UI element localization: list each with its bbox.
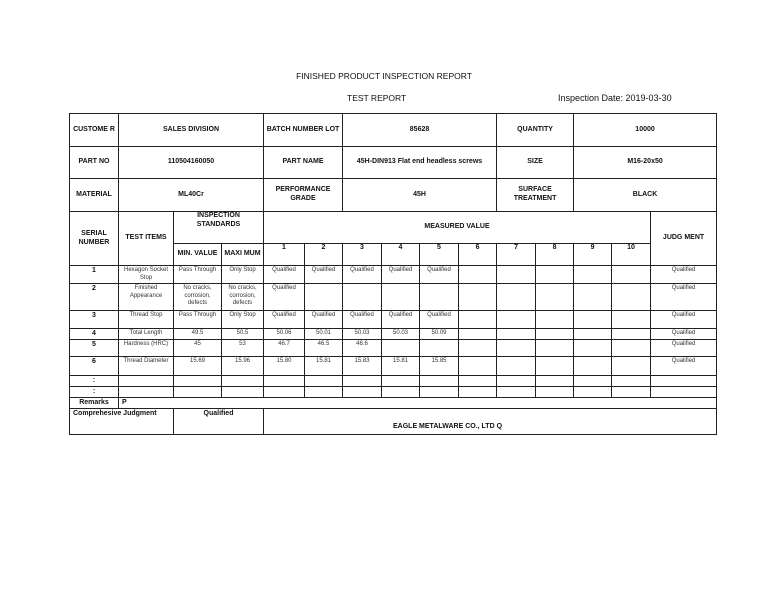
serial-number: 6 — [70, 357, 119, 376]
test-item: Thread Diameter — [119, 357, 174, 376]
measure-number-header: 3 — [343, 244, 382, 266]
info-value: 110504160050 — [119, 147, 264, 179]
measured-value: 46.7 — [264, 340, 305, 357]
measured-value: Qualified — [343, 311, 382, 329]
max-value: No cracks, corrosion, defects — [222, 284, 264, 311]
table-row — [70, 284, 717, 311]
inspection-table — [69, 113, 717, 435]
measured-value-header: MEASURED VALUE — [264, 212, 651, 244]
min-value: Pass Through — [174, 266, 222, 284]
table-row — [70, 266, 717, 284]
max-value: 15.96 — [222, 357, 264, 376]
header-row — [70, 212, 717, 244]
measured-value — [612, 357, 651, 376]
min-value: 49.5 — [174, 329, 222, 340]
info-row — [70, 179, 717, 212]
measure-number-header: 2 — [305, 244, 343, 266]
measured-value — [382, 284, 420, 311]
info-label: QUANTITY — [497, 114, 574, 147]
report-subtitle: TEST REPORT — [347, 93, 407, 103]
info-label: CUSTOME R — [70, 114, 119, 147]
inspection-standards-header: INSPECTION STANDARDS — [174, 212, 264, 244]
max-value: 50.5 — [222, 329, 264, 340]
measured-value — [612, 284, 651, 311]
comprehensive-row — [70, 408, 717, 434]
measured-value — [574, 387, 612, 398]
measured-value — [420, 376, 459, 387]
min-value — [174, 387, 222, 398]
measure-number-header: 10 — [612, 244, 651, 266]
info-row — [70, 147, 717, 179]
measured-value: 50.01 — [305, 329, 343, 340]
judgment-value: Qualified — [651, 357, 717, 376]
measured-value — [497, 266, 536, 284]
measure-number-header: 8 — [536, 244, 574, 266]
measured-value — [574, 284, 612, 311]
measured-value — [536, 311, 574, 329]
info-label: PERFORMANCE GRADE — [264, 179, 343, 212]
comprehensive-judgment-label: Comprehesive Judgment — [70, 408, 174, 434]
measured-value — [264, 376, 305, 387]
max-value — [222, 376, 264, 387]
test-item: Hardness (HRC) — [119, 340, 174, 357]
remarks-value: P — [119, 397, 717, 408]
measure-number-header: 1 — [264, 244, 305, 266]
serial-number: : — [70, 387, 119, 398]
comprehensive-judgment-value: Qualified — [174, 408, 264, 434]
serial-number: 5 — [70, 340, 119, 357]
measured-value — [536, 376, 574, 387]
max-value: Only Stop — [222, 266, 264, 284]
measured-value — [497, 311, 536, 329]
measured-value — [574, 340, 612, 357]
max-value: 53 — [222, 340, 264, 357]
measured-value — [459, 340, 497, 357]
test-item: Finished Appearance — [119, 284, 174, 311]
measured-value — [459, 311, 497, 329]
measured-value — [497, 357, 536, 376]
test-items-header: TEST ITEMS — [119, 212, 174, 266]
judgment-value — [651, 376, 717, 387]
serial-number: 4 — [70, 329, 119, 340]
measured-value — [420, 284, 459, 311]
measured-value — [497, 284, 536, 311]
min-value: No cracks, corrosion, defects — [174, 284, 222, 311]
measured-value — [305, 376, 343, 387]
serial-number: 1 — [70, 266, 119, 284]
measured-value: 50.09 — [420, 329, 459, 340]
info-value: 45H-DIN913 Flat end headless screws — [343, 147, 497, 179]
measured-value — [612, 340, 651, 357]
measured-value: Qualified — [264, 284, 305, 311]
measured-value — [574, 266, 612, 284]
info-value: ML40Cr — [119, 179, 264, 212]
test-item: Total Length — [119, 329, 174, 340]
measure-number-header: 5 — [420, 244, 459, 266]
measured-value — [459, 266, 497, 284]
measured-value — [612, 329, 651, 340]
table-row — [70, 329, 717, 340]
measured-value — [612, 266, 651, 284]
info-label: MATERIAL — [70, 179, 119, 212]
info-label: PART NO — [70, 147, 119, 179]
info-value: 10000 — [574, 114, 717, 147]
measured-value — [264, 387, 305, 398]
measured-value: Qualified — [420, 311, 459, 329]
measured-value — [536, 357, 574, 376]
measured-value — [459, 357, 497, 376]
judgment-value — [651, 387, 717, 398]
serial-number-header: SERIAL NUMBER — [70, 212, 119, 266]
measured-value: 46.6 — [343, 340, 382, 357]
measured-value — [574, 311, 612, 329]
measured-value — [343, 284, 382, 311]
judgment-value: Qualified — [651, 329, 717, 340]
min-value-header: MIN. VALUE — [174, 244, 222, 266]
info-value: 85628 — [343, 114, 497, 147]
remarks-row — [70, 397, 717, 408]
min-value — [174, 376, 222, 387]
judgment-header: JUDG MENT — [651, 212, 717, 266]
maximum-header: MAXI MUM — [222, 244, 264, 266]
measured-value — [382, 376, 420, 387]
max-value — [222, 387, 264, 398]
measured-value — [459, 376, 497, 387]
table-row — [70, 376, 717, 387]
measured-value — [612, 387, 651, 398]
measured-value: Qualified — [264, 311, 305, 329]
measured-value — [382, 387, 420, 398]
test-item: Thread Stop — [119, 311, 174, 329]
table-row — [70, 387, 717, 398]
table-row — [70, 357, 717, 376]
measured-value — [305, 284, 343, 311]
table-row — [70, 311, 717, 329]
measured-value — [536, 266, 574, 284]
measured-value — [536, 284, 574, 311]
measured-value: 50.03 — [343, 329, 382, 340]
info-value: 45H — [343, 179, 497, 212]
company-name: EAGLE METALWARE CO., LTD Q — [264, 408, 717, 434]
measured-value: Qualified — [305, 311, 343, 329]
measured-value — [420, 340, 459, 357]
min-value: 15.69 — [174, 357, 222, 376]
judgment-value: Qualified — [651, 311, 717, 329]
min-value: 45 — [174, 340, 222, 357]
info-value: SALES DIVISION — [119, 114, 264, 147]
measured-value — [497, 340, 536, 357]
measured-value — [305, 387, 343, 398]
measured-value — [459, 387, 497, 398]
measured-value: Qualified — [305, 266, 343, 284]
measured-value: Qualified — [264, 266, 305, 284]
measured-value: Qualified — [343, 266, 382, 284]
measured-value — [612, 311, 651, 329]
measure-number-header: 6 — [459, 244, 497, 266]
measured-value: 15.80 — [264, 357, 305, 376]
measured-value — [574, 376, 612, 387]
measured-value: Qualified — [420, 266, 459, 284]
test-item — [119, 387, 174, 398]
measured-value: Qualified — [382, 311, 420, 329]
measured-value: 15.83 — [343, 357, 382, 376]
measured-value — [536, 329, 574, 340]
judgment-value: Qualified — [651, 266, 717, 284]
info-label: SIZE — [497, 147, 574, 179]
measured-value — [459, 329, 497, 340]
measured-value — [574, 357, 612, 376]
remarks-label: Remarks — [70, 397, 119, 408]
measured-value: 50.06 — [264, 329, 305, 340]
test-item — [119, 376, 174, 387]
measured-value — [382, 340, 420, 357]
judgment-value: Qualified — [651, 340, 717, 357]
info-value: BLACK — [574, 179, 717, 212]
measured-value — [574, 329, 612, 340]
measured-value — [459, 284, 497, 311]
report-title: FINISHED PRODUCT INSPECTION REPORT — [296, 71, 472, 81]
min-value: Pass Through — [174, 311, 222, 329]
serial-number: 2 — [70, 284, 119, 311]
measure-number-header: 4 — [382, 244, 420, 266]
measured-value — [497, 387, 536, 398]
measured-value — [420, 387, 459, 398]
measured-value — [343, 387, 382, 398]
info-label: BATCH NUMBER LOT — [264, 114, 343, 147]
measured-value: 15.81 — [305, 357, 343, 376]
measured-value — [612, 376, 651, 387]
measured-value: 15.85 — [420, 357, 459, 376]
measured-value — [536, 387, 574, 398]
table-row — [70, 340, 717, 357]
measured-value — [497, 376, 536, 387]
serial-number: : — [70, 376, 119, 387]
info-label: SURFACE TREATMENT — [497, 179, 574, 212]
judgment-value: Qualified — [651, 284, 717, 311]
measured-value: 50.03 — [382, 329, 420, 340]
measured-value — [536, 340, 574, 357]
measured-value: 15.81 — [382, 357, 420, 376]
info-label: PART NAME — [264, 147, 343, 179]
info-row — [70, 114, 717, 147]
test-item: Hexagon Socket Stop — [119, 266, 174, 284]
measured-value: Qualified — [382, 266, 420, 284]
measure-number-header: 9 — [574, 244, 612, 266]
measured-value: 46.5 — [305, 340, 343, 357]
max-value: Only Stop — [222, 311, 264, 329]
measured-value — [497, 329, 536, 340]
measured-value — [343, 376, 382, 387]
inspection-date: Inspection Date: 2019-03-30 — [558, 93, 672, 103]
measure-number-header: 7 — [497, 244, 536, 266]
serial-number: 3 — [70, 311, 119, 329]
info-value: M16-20x50 — [574, 147, 717, 179]
